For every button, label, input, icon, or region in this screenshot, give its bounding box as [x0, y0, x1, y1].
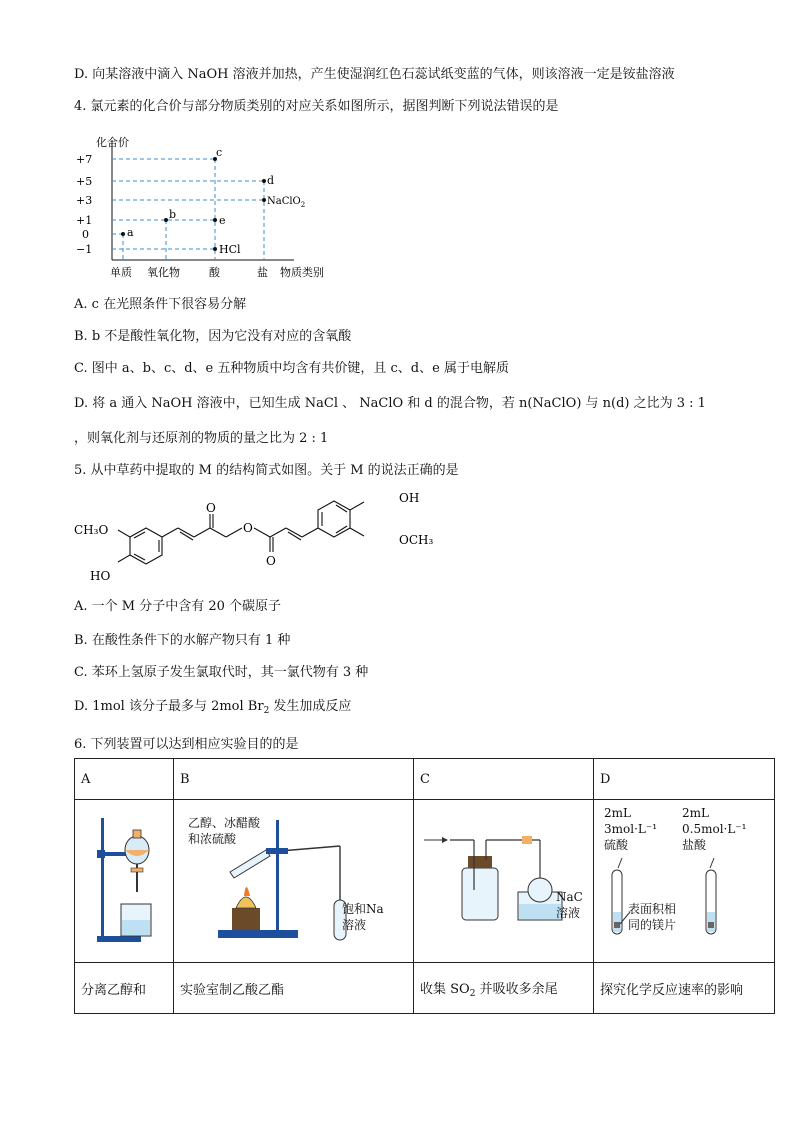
- atom-o-ester: O: [243, 521, 253, 535]
- q4-option-d-cont: ，则氧化剂与还原剂的物质的量之比为 2 : 1: [74, 431, 329, 446]
- q5-option-c: C. 苯环上氢原子发生氯取代时，其一氯代物有 3 种: [74, 665, 369, 680]
- header-a: A: [75, 759, 174, 800]
- apparatus-c: [414, 800, 594, 963]
- label-d-mg-1: 表面积相: [628, 902, 677, 916]
- gas-collection-icon: [420, 800, 587, 958]
- chart-xlabel: 物质类别: [280, 266, 324, 279]
- label-d-sulfuric: 硫酸: [604, 838, 629, 852]
- label-a: a: [127, 226, 134, 239]
- xtick-acid: 酸: [209, 266, 220, 279]
- header-d: D: [594, 759, 775, 800]
- ytick-zero: 0: [82, 228, 89, 241]
- experiment-table: [74, 758, 775, 1014]
- caption-a: 分离乙醇和: [75, 963, 174, 1014]
- caption-d: 探究化学反应速率的影响: [594, 963, 775, 1014]
- label-d-conc-2: 0.5mol·L⁻¹: [682, 822, 747, 836]
- q5-option-d: D. 1mol 该分子最多与 2mol $Br_2$ 发生加成反应: [74, 699, 352, 716]
- xtick-element: 单质: [110, 266, 132, 279]
- atom-o-ketone: O: [206, 501, 216, 515]
- q4-option-a: A. c 在光照条件下很容易分解: [74, 297, 247, 312]
- ytick-plus3: +3: [76, 194, 93, 207]
- apparatus-d: [594, 800, 775, 963]
- separatory-funnel-icon: [81, 800, 167, 958]
- q3-option-d: D. 向某溶液中滴入 NaOH 溶液并加热，产生使湿润红色石蕊试纸变蓝的气体，则该溶液一定是铵盐溶液: [74, 67, 675, 82]
- q5-option-a: A. 一个 M 分子中含有 20 个碳原子: [74, 599, 282, 614]
- group-och3-left: CH₃O: [74, 523, 109, 537]
- label-reagents-2: 和浓硫酸: [188, 832, 237, 846]
- q4-option-c: C. 图中 a、b、c、d、e 五种物质中均含有共价键，且 c、d、e 属于电解质: [74, 361, 509, 376]
- ytick-plus1: +1: [76, 214, 93, 227]
- q4-option-b: B. b 不是酸性氧化物，因为它没有对应的含氧酸: [74, 329, 352, 344]
- label-b: b: [169, 208, 177, 221]
- header-b: B: [174, 759, 414, 800]
- point-a: [121, 232, 125, 236]
- point-b: [164, 218, 168, 222]
- header-c: C: [414, 759, 594, 800]
- caption-b: 实验室制乙酸乙酯: [174, 963, 414, 1014]
- label-naclo2: NaClO$_2$: [267, 196, 306, 209]
- valence-chart: [74, 128, 354, 280]
- label-saturated-1: 饱和Na: [342, 902, 384, 916]
- xtick-oxide: 氧化物: [147, 266, 180, 279]
- q5-option-b: B. 在酸性条件下的水解产物只有 1 种: [74, 633, 291, 648]
- atom-o-carbonyl: O: [266, 554, 276, 568]
- label-d-hydrochloric: 盐酸: [682, 838, 707, 852]
- caption-c: 收集 $SO_2$ 并吸收多余尾: [414, 963, 594, 1014]
- q4-option-d: D. 将 a 通入 NaOH 溶液中，已知生成 NaCl 、 NaClO 和 d 的混合物，若 n(NaClO) 与 n(d) 之比为 3 : 1: [74, 396, 706, 411]
- xtick-salt: 盐: [257, 266, 268, 279]
- q6-stem: 6. 下列装置可以达到相应实验目的的是: [74, 737, 299, 752]
- label-d-mg-2: 同的镁片: [628, 918, 677, 932]
- label-c: c: [216, 146, 223, 159]
- point-hcl: [213, 247, 217, 251]
- label-e: e: [219, 214, 226, 227]
- label-d-volume-1: 2mL: [604, 806, 631, 820]
- point-d: [262, 179, 266, 183]
- apparatus-b: [174, 800, 414, 963]
- label-c-solution-1: NaC: [556, 890, 583, 904]
- label-reagents-1: 乙醇、冰醋酸: [188, 816, 261, 830]
- point-naclo2: [262, 198, 266, 202]
- ytick-plus7: +7: [76, 153, 93, 166]
- group-ho-left: HO: [90, 569, 111, 583]
- molecule-structure: [74, 488, 454, 588]
- group-oh-right: OH: [399, 491, 420, 505]
- q4-stem: 4. 氯元素的化合价与部分物质类别的对应关系如图所示，据图判断下列说法错误的是: [74, 99, 559, 114]
- label-d-volume-2: 2mL: [682, 806, 709, 820]
- ytick-plus5: +5: [76, 175, 93, 188]
- ytick-minus1: −1: [76, 243, 93, 256]
- label-d: d: [267, 174, 275, 187]
- label-c-solution-2: 溶液: [556, 906, 581, 920]
- apparatus-a: [75, 800, 174, 963]
- label-saturated-2: 溶液: [342, 918, 367, 932]
- label-hcl: HCl: [219, 243, 241, 256]
- label-d-conc-1: 3mol·L⁻¹: [604, 822, 658, 836]
- chart-ylabel: 化合价: [96, 136, 129, 149]
- q5-stem: 5. 从中草药中提取的 M 的结构简式如图。关于 M 的说法正确的是: [74, 463, 459, 478]
- group-och3-right: OCH₃: [399, 533, 434, 547]
- point-e: [213, 218, 217, 222]
